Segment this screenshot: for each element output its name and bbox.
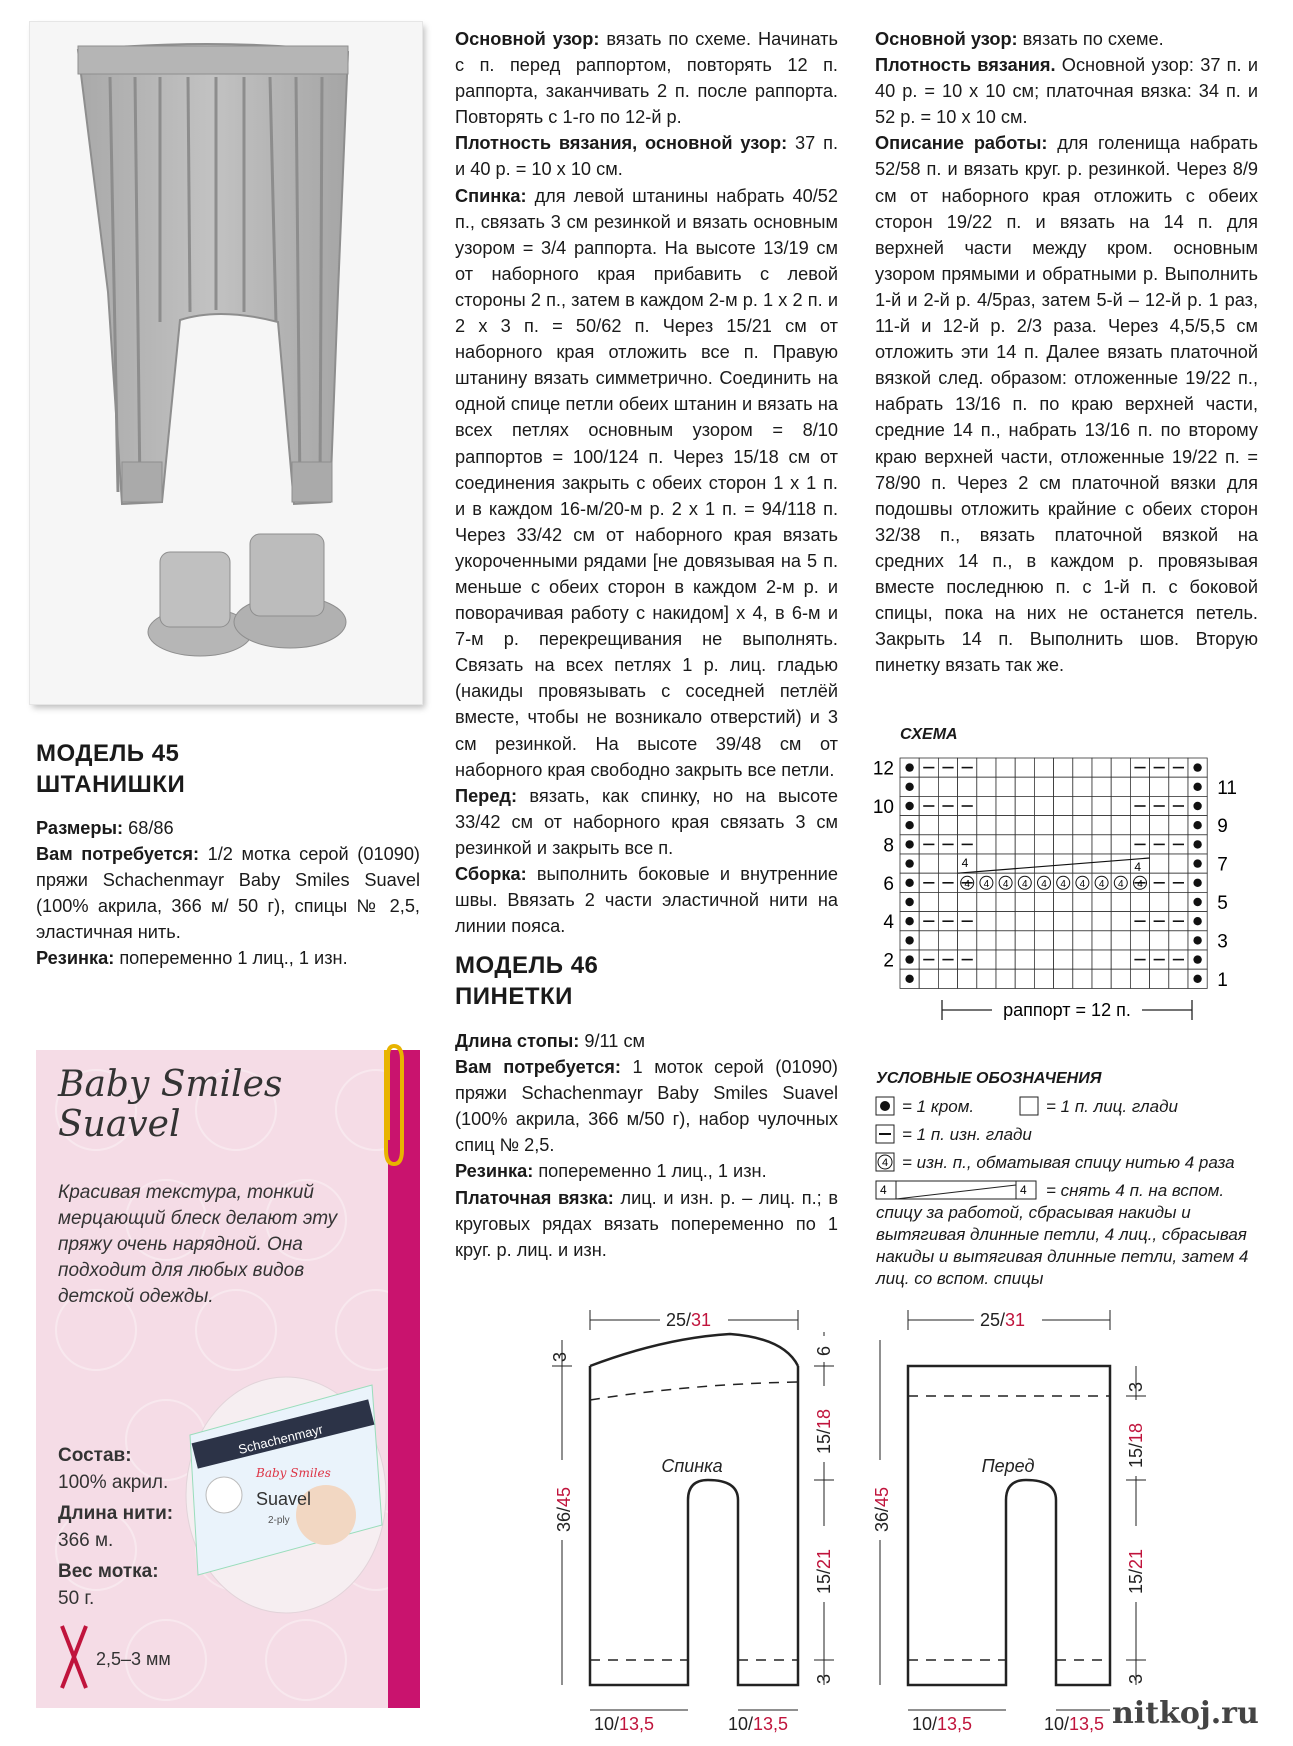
chart-cell bbox=[996, 796, 1015, 815]
chart-cell bbox=[1150, 969, 1169, 988]
chart-cell bbox=[977, 892, 996, 911]
watermark: nitkoj.ru bbox=[1112, 1696, 1259, 1731]
chart-cell bbox=[1130, 892, 1149, 911]
legend-purl: = 1 п. изн. глади bbox=[902, 1125, 1032, 1144]
chart-cell bbox=[1054, 758, 1073, 777]
svg-text:4: 4 bbox=[1022, 878, 1028, 890]
svg-text:4: 4 bbox=[1002, 878, 1009, 890]
chart-row-numbers-left bbox=[873, 759, 895, 972]
chart-row-number: 10 bbox=[872, 797, 894, 818]
chart-cell bbox=[977, 950, 996, 969]
chart-cell bbox=[1015, 777, 1034, 796]
yarn-skein-image bbox=[176, 1365, 398, 1625]
svg-text:4: 4 bbox=[1079, 878, 1086, 890]
chart-cell bbox=[1054, 854, 1073, 873]
chart-cell bbox=[1111, 835, 1130, 854]
svg-text:3: 3 bbox=[1126, 1673, 1146, 1684]
chart-cell bbox=[1111, 796, 1130, 815]
chart-cell bbox=[938, 854, 957, 873]
chart-cell bbox=[919, 931, 938, 950]
svg-text:4: 4 bbox=[881, 1157, 889, 1169]
model46-intro: Длина стопы: 9/11 см Вам потребуется: 1 моток серой (01090) пряжи Schachenmayr Baby Smiles Suavel (100% акрила, 366 м/50 г), набор чулочных спиц № 2,5. Резинка: попеременно 1 лиц., 1 изн. Платочная вязка: лиц. и изн. р. – лиц. п.; в круговых рядах вязать попеременно по 1 круг. р. лиц. и изн. bbox=[455, 1031, 838, 1260]
svg-text:6: 6 bbox=[814, 1345, 834, 1356]
chart-cell bbox=[1073, 969, 1092, 988]
chart-cell bbox=[1111, 777, 1130, 796]
chart-cell bbox=[1130, 777, 1149, 796]
chart-row-number: 8 bbox=[883, 835, 894, 857]
chart-cell bbox=[977, 816, 996, 835]
chart-cell bbox=[958, 969, 977, 988]
chart-row-number: 3 bbox=[1217, 931, 1228, 953]
svg-text:4: 4 bbox=[961, 856, 969, 870]
chart-cell bbox=[996, 816, 1015, 835]
legend-wrap-icon bbox=[874, 1151, 898, 1175]
chart-cell bbox=[1015, 931, 1034, 950]
front-total-height: 36/45 bbox=[872, 1486, 892, 1532]
chart-cell bbox=[938, 816, 957, 835]
chart-cell bbox=[1034, 892, 1053, 911]
back-label: Спинка bbox=[661, 1456, 723, 1476]
chart-cell bbox=[1092, 796, 1111, 815]
stitch-chart bbox=[860, 748, 1270, 1048]
chart-cell bbox=[1015, 854, 1034, 873]
svg-text:4: 4 bbox=[1118, 878, 1124, 890]
chart-cell bbox=[1169, 777, 1188, 796]
chart-cell bbox=[1092, 912, 1111, 931]
chart-cell bbox=[1092, 854, 1111, 873]
chart-cell bbox=[1111, 950, 1130, 969]
chart-cell bbox=[977, 931, 996, 950]
chart-cell bbox=[1092, 969, 1111, 988]
chart-cell bbox=[938, 969, 957, 988]
chart-cell bbox=[1015, 835, 1034, 854]
yarn-weight: Вес мотка: 50 г. bbox=[58, 1561, 159, 1609]
chart-cell bbox=[996, 777, 1015, 796]
chart-cell bbox=[1073, 912, 1092, 931]
chart-cell bbox=[1054, 931, 1073, 950]
chart-cell bbox=[996, 835, 1015, 854]
chart-cell bbox=[977, 835, 996, 854]
legend-knit-icon bbox=[1018, 1095, 1042, 1119]
chart-row-number: 12 bbox=[872, 758, 894, 780]
legend-wrap: = изн. п., обматывая спицу нитью 4 раза bbox=[902, 1153, 1235, 1172]
chart-cell bbox=[1034, 777, 1053, 796]
svg-text:4: 4 bbox=[1041, 878, 1047, 890]
svg-text:4: 4 bbox=[1134, 860, 1142, 875]
chart-cell bbox=[938, 777, 957, 796]
chart-cell bbox=[1073, 950, 1092, 969]
chart-cell bbox=[1015, 950, 1034, 969]
chart-cell bbox=[1015, 969, 1034, 988]
chart-cell bbox=[1034, 796, 1053, 815]
back-lower-height: 15/21 bbox=[814, 1548, 834, 1594]
chart-cell bbox=[1130, 816, 1149, 835]
chart-cell bbox=[1054, 892, 1073, 911]
legend-edge-icon bbox=[874, 1095, 898, 1119]
chart-cell bbox=[1015, 816, 1034, 835]
chart-cell bbox=[1092, 835, 1111, 854]
chart-cell bbox=[1054, 969, 1073, 988]
back-upper-height: 15/18 bbox=[814, 1408, 834, 1454]
chart-cell bbox=[1034, 835, 1053, 854]
chart-cell bbox=[1092, 777, 1111, 796]
chart-cell bbox=[1015, 758, 1034, 777]
chart-cell bbox=[1092, 950, 1111, 969]
chart-repeat-label: раппорт = 12 п. bbox=[1003, 1000, 1131, 1020]
chart-cell bbox=[1034, 950, 1053, 969]
chart-cell bbox=[1034, 912, 1053, 931]
svg-text:4: 4 bbox=[1020, 1183, 1027, 1197]
chart-cell bbox=[1015, 796, 1034, 815]
chart-cell bbox=[919, 854, 938, 873]
chart-row-number: 5 bbox=[1217, 893, 1228, 914]
model46-instructions: Основной узор: вязать по схеме. Плотность вязания. Основной узор: 37 п. и 40 р. = 10 х 10 см; платочная вязка: 34 п. и 52 р. = 10 х 10 см. Описание работы: для голенища набрать 52/58 п. и вязать круг. р. резинкой. Через 8/9 см от наборного края отложить с обеих сторон 19/22 п. и вязать на 14 п. для верхней части между кром. основным узором прямыми и обратными р. Выполнить 1-й и 2-й р. 4/5раз, затем 5-й – 12-й р. 1 раз, 11-й и 12-й р. 2/3 раза. Через 4,5/5,5 см отложить эти 14 п. Далее вязать платочной вязкой след. образом: отложенные 19/22 п., набрать 13/16 п. по краю верхней части, средние 14 п., набрать 13/16 п. по второму краю верхней части, отложенные 19/22 п. = 78/90 п. Через 2 см платочной вязки для подошвы отложить крайние с обеих сторон 32/38 п., вязать платочной вязкой на средних 14 п., в каждом р. провязывая вместе последнюю п. с 1-й п. с боковой спицы, пока на них не останется петель. Закрыть 14 п. Выполнить шов. Вторую пинетку вязать так же. bbox=[875, 29, 1258, 676]
chart-cell bbox=[1150, 931, 1169, 950]
svg-text:3: 3 bbox=[1126, 1381, 1146, 1392]
chart-cell bbox=[1092, 892, 1111, 911]
product-photo bbox=[30, 22, 422, 704]
chart-cell bbox=[958, 892, 977, 911]
model45-intro: Размеры: 68/86 Вам потребуется: 1/2 мотка серой (01090) пряжи Schachenmayr Baby Smiles Suavel (100% акрила, 366 м/ 50 г), спицы № 2,5, эластичная нить. Резинка: попеременно 1 лиц., 1 изн. bbox=[36, 818, 420, 969]
chart-cell bbox=[1150, 892, 1169, 911]
chart-cell bbox=[1054, 777, 1073, 796]
chart-cell bbox=[1111, 816, 1130, 835]
chart-cell bbox=[1073, 931, 1092, 950]
chart-cell bbox=[1015, 892, 1034, 911]
chart-cell bbox=[1111, 912, 1130, 931]
svg-text:4: 4 bbox=[1137, 878, 1143, 890]
chart-cell bbox=[996, 950, 1015, 969]
chart-cell bbox=[1111, 892, 1130, 911]
svg-text:4: 4 bbox=[880, 1183, 887, 1197]
paperclip-icon bbox=[378, 1040, 406, 1170]
chart-cell bbox=[1034, 816, 1053, 835]
front-width-label: 25/31 bbox=[980, 1310, 1026, 1330]
pants-booties-illustration bbox=[30, 22, 422, 704]
chart-cell bbox=[938, 892, 957, 911]
chart-cell bbox=[1073, 835, 1092, 854]
chart-cell bbox=[996, 931, 1015, 950]
back-total-height: 36/45 bbox=[554, 1486, 574, 1532]
chart-cell bbox=[1169, 931, 1188, 950]
chart-cell bbox=[938, 931, 957, 950]
chart-cell bbox=[958, 777, 977, 796]
front-lower-height: 15/21 bbox=[1126, 1548, 1146, 1594]
chart-cell bbox=[1034, 758, 1053, 777]
chart-cell bbox=[977, 912, 996, 931]
front-label: Перед bbox=[981, 1456, 1035, 1476]
chart-row-numbers-right bbox=[1217, 778, 1237, 991]
legend-purl-icon bbox=[874, 1123, 898, 1147]
svg-text:3: 3 bbox=[550, 1351, 570, 1362]
legend-cross: = снять 4 п. на вспом. спицу за работой, сбрасывая накиды и вытягивая длинные петли, 4 лиц., сбрасывая накиды и вытягивая длинные петли, затем 4 лиц. со вспом. спицы bbox=[876, 1181, 1249, 1288]
front-leg-width-right: 10/13,5 bbox=[1044, 1714, 1105, 1734]
chart-cell bbox=[977, 777, 996, 796]
chart-cell bbox=[1015, 912, 1034, 931]
chart-cell bbox=[919, 816, 938, 835]
svg-text:2-ply: 2-ply bbox=[268, 1515, 290, 1526]
chart-cell bbox=[958, 931, 977, 950]
chart-cell bbox=[996, 758, 1015, 777]
yarn-composition: Состав: 100% акрил. bbox=[58, 1445, 169, 1493]
chart-cell bbox=[977, 969, 996, 988]
model45-instructions: Основной узор: вязать по схеме. Начинать с п. перед раппортом, повторять 12 п. раппорта, заканчивать 2 п. после раппорта. Повторять с 1-го по 12-й р. Плотность вязания, основной узор: 37 п. и 40 р. = 10 х 10 см. Спинка: для левой штанины набрать 40/52 п., связать 3 см резинкой и вязать основным узором = 3/4 раппорта. На высоте 13/19 см от наборного края прибавить с левой стороны 2 п., затем в каждом 2-м р. 1 х 2 п. и 2 х 3 п. = 50/62 п. Через 15/21 см от наборного края отложить все п. Правую штанину вязать симметрично. Соединить на одной спице петли обеих штанин и вязать на всех петлях основным узором = 8/10 раппортов = 100/124 п. Через 15/18 см от соединения закрыть с обеих сторон 1 х 1 п. и в каждом 16-м/20-м р. 2 х 1 п. = 94/118 п. Через 33/42 см от наборного края вязать укороченными рядами [не довязывая на 5 п. меньше с обеих сторон в каждом 2-м р. и поворачивая работу с накидом] х 4, в 6-м и 7-м р. перекрещивания не выполнять. Связать на всех петлях 1 р. лиц. гладью (накиды провязывать с соседней петлёй вместе, чтобы не возникало отверстий) и 3 см резинкой. На высоте 39/48 см от наборного края свободно закрыть все петли. Перед: вязать, как спинку, но на высоте 33/42 см от наборного края связать 3 см резинкой и закрыть все п. Сборка: выполнить боковые и внутренние швы. Ввязать 2 части эластичной нити на линии пояса. bbox=[455, 29, 838, 937]
chart-cell bbox=[1150, 854, 1169, 873]
chart-cell bbox=[1073, 777, 1092, 796]
back-width-label: 25/31 bbox=[666, 1310, 712, 1330]
chart-cell bbox=[1054, 835, 1073, 854]
back-leg-width-left: 10/13,5 bbox=[594, 1714, 655, 1734]
svg-text:4: 4 bbox=[983, 878, 990, 890]
chart-cell bbox=[996, 912, 1015, 931]
chart-row-number: 11 bbox=[1217, 777, 1237, 799]
model46-title: МОДЕЛЬ 46 ПИНЕТКИ bbox=[455, 952, 599, 1010]
chart-cell bbox=[1034, 969, 1053, 988]
svg-text:3: 3 bbox=[814, 1673, 834, 1684]
chart-row-number: 2 bbox=[883, 950, 894, 972]
yarn-brand-title: Baby Smiles Suavel bbox=[58, 1064, 283, 1145]
chart-row-number: 6 bbox=[883, 873, 894, 895]
chart-cell bbox=[919, 777, 938, 796]
svg-text:4: 4 bbox=[1060, 878, 1066, 890]
chart-cell bbox=[1169, 854, 1188, 873]
needle-size: 2,5–3 мм bbox=[96, 1649, 171, 1669]
chart-cell bbox=[1092, 931, 1111, 950]
chart-row-number: 1 bbox=[1217, 969, 1228, 991]
front-leg-width-left: 10/13,5 bbox=[912, 1714, 973, 1734]
back-leg-width-right: 10/13,5 bbox=[728, 1714, 789, 1734]
yarn-length: Длина нити: 366 м. bbox=[58, 1503, 174, 1551]
chart-cell bbox=[1054, 950, 1073, 969]
chart-cell bbox=[1111, 969, 1130, 988]
chart-cell bbox=[1034, 931, 1053, 950]
legend-edge: = 1 кром. bbox=[902, 1097, 975, 1116]
chart-cell bbox=[1073, 892, 1092, 911]
legend-knit: = 1 п. лиц. глади bbox=[1046, 1097, 1178, 1116]
chart-cell bbox=[1150, 816, 1169, 835]
chart-cell bbox=[1169, 969, 1188, 988]
chart-cell bbox=[1092, 816, 1111, 835]
chart-cell bbox=[1054, 912, 1073, 931]
svg-text:Schachenmayr: Schachenmayr bbox=[236, 1421, 325, 1458]
chart-cell bbox=[1130, 969, 1149, 988]
chart-cell bbox=[1111, 854, 1130, 873]
chart-row-number: 7 bbox=[1217, 854, 1228, 876]
chart-cell bbox=[977, 758, 996, 777]
yarn-description: Красивая текстура, тонкий мерцающий блеск делают эту пряжу очень нарядной. Она подходит для любых видов детской одежды. bbox=[58, 1182, 338, 1307]
chart-cell bbox=[1073, 758, 1092, 777]
chart-cell bbox=[1169, 892, 1188, 911]
chart-cell bbox=[1073, 796, 1092, 815]
chart-cell bbox=[1034, 854, 1053, 873]
chart-title: СХЕМА bbox=[900, 726, 958, 743]
chart-cell bbox=[1054, 796, 1073, 815]
chart-row-number: 4 bbox=[883, 912, 894, 934]
booties-shape bbox=[148, 534, 346, 656]
chart-cell bbox=[977, 796, 996, 815]
chart-cell bbox=[1169, 816, 1188, 835]
svg-text:Baby Smiles: Baby Smiles bbox=[256, 1466, 331, 1480]
pants-schematic bbox=[540, 1300, 1180, 1740]
chart-grid bbox=[900, 758, 1207, 988]
chart-cell bbox=[1092, 758, 1111, 777]
chart-cell bbox=[919, 892, 938, 911]
front-upper-height: 15/18 bbox=[1126, 1422, 1146, 1468]
chart-row-number: 9 bbox=[1217, 816, 1228, 838]
model45-title: МОДЕЛЬ 45 ШТАНИШКИ bbox=[36, 740, 186, 798]
svg-text:Suavel: Suavel bbox=[256, 1489, 312, 1509]
legend-title: УСЛОВНЫЕ ОБОЗНАЧЕНИЯ bbox=[876, 1070, 1102, 1087]
chart-cell bbox=[919, 969, 938, 988]
chart-cell bbox=[1073, 816, 1092, 835]
svg-text:4: 4 bbox=[1098, 878, 1105, 890]
chart-cell bbox=[1054, 816, 1073, 835]
pants-shape bbox=[78, 44, 348, 504]
chart-cell bbox=[1111, 758, 1130, 777]
chart-cell bbox=[996, 892, 1015, 911]
chart-cell bbox=[996, 969, 1015, 988]
needles-icon bbox=[58, 1622, 92, 1692]
chart-cell bbox=[1111, 931, 1130, 950]
chart-cell bbox=[958, 816, 977, 835]
chart-cell bbox=[1130, 931, 1149, 950]
chart-cell bbox=[1150, 777, 1169, 796]
svg-text:4: 4 bbox=[964, 878, 970, 890]
